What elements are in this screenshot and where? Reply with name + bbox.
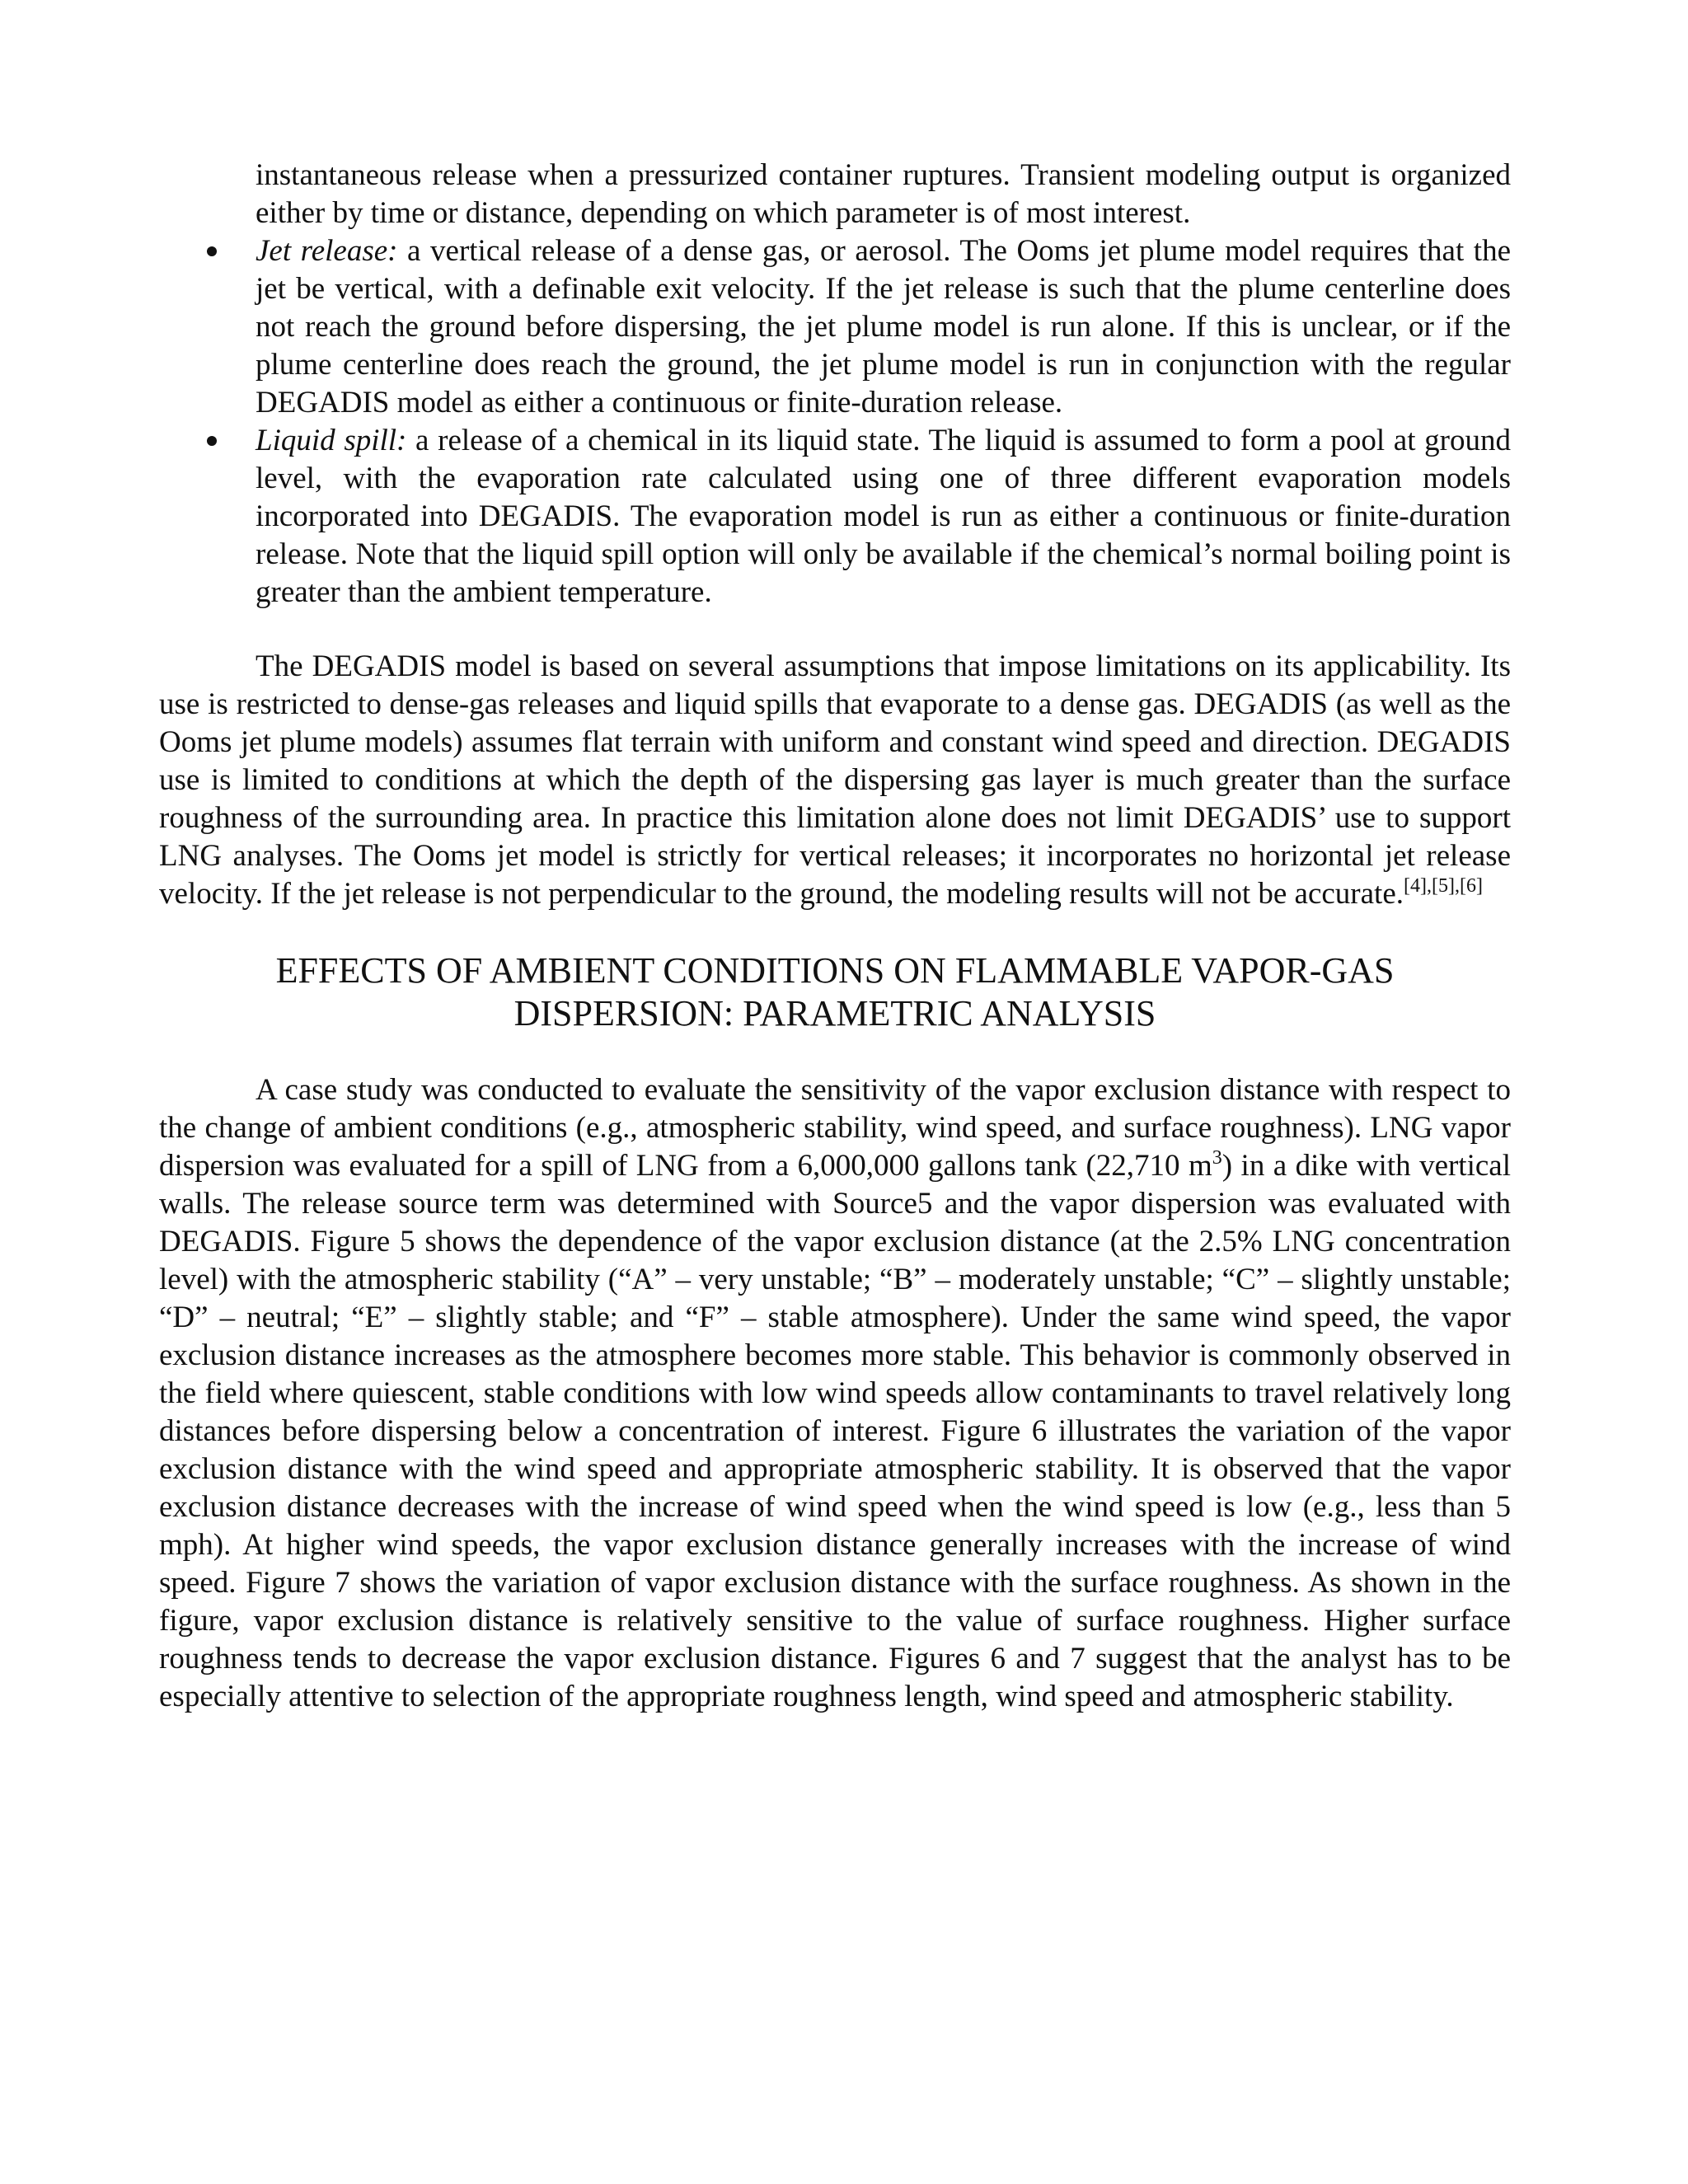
liquid-spill-description: a release of a chemical in its liquid state. The liquid is assumed to form a pool at ground level, with the evaporation rate calculated using one of three different evaporation models incorporated into DEGADIS. The evaporation model is run as either a continuous or finite-duration release. Note that the liquid spill option will only be available if the chemical’s normal boiling point is greater than the ambient temperature.	[256, 424, 1511, 609]
bullet-continuation-text: instantaneous release when a pressurized container ruptures. Transient modeling output is organized either by time or distance, depending on which parameter is of most interest.	[256, 158, 1511, 230]
section-heading-line-2: DISPERSION: PARAMETRIC ANALYSIS	[513, 993, 1156, 1033]
citation-refs: [4],[5],[6]	[1404, 875, 1483, 897]
list-item-jet-release	[159, 232, 1511, 422]
paragraph-text: The DEGADIS model is based on several assumptions that impose limitations on its applicability. Its use is restricted to dense-gas releases and liquid spills that evaporate to a dense gas. DEGADIS (as well as the Ooms jet plume models) assumes flat terrain with uniform and constant wind speed and direction. DEGADIS use is limited to conditions at which the depth of the dispersing gas layer is much greater than the surface roughness of the surrounding area. In practice this limitation alone does not limit DEGADIS’ use to support LNG analyses. The Ooms jet model is strictly for vertical releases; it incorporates no horizontal jet release velocity. If the jet release is not perpendicular to the ground, the modeling results will not be accurate.	[159, 649, 1511, 911]
document-page	[159, 157, 1511, 1716]
bullet-marker	[207, 246, 217, 256]
degadis-limitations-paragraph	[159, 648, 1511, 913]
paragraph-text-part-1: A case study was conducted to evaluate the sensitivity of the vapor exclusion distance with respect to the change of ambient conditions (e.g., atmospheric stability, wind speed, and surface roughness). LNG vapor dispersion was evaluated for a spill of LNG from a 6,000,000 gallons tank (22,710 m	[159, 1073, 1511, 1183]
release-type-list	[159, 232, 1511, 612]
jet-release-description: a vertical release of a dense gas, or aerosol. The Ooms jet plume model requires that the jet be vertical, with a definable exit velocity. If the jet release is such that the plume centerline does not reach the ground before dispersing, the jet plume model is run alone. If this is unclear, or if the plume centerline does reach the ground, the jet plume model is run in conjunction with the regular DEGADIS model as either a continuous or finite-duration release.	[256, 234, 1511, 419]
paragraph-text-part-2: ) in a dike with vertical walls. The release source term was determined with Source5 and the vapor dispersion was evaluated with DEGADIS. Figure 5 shows the dependence of the vapor exclusion distance (at the 2.5% LNG concentration level) with the atmospheric stability (“A” – very unstable; “B” – moderately unstable; “C” – slightly unstable; “D” – neutral; “E” – slightly stable; and “F” – stable atmosphere). Under the same wind speed, the vapor exclusion distance increases as the atmosphere becomes more stable. This behavior is commonly observed in the field where quiescent, stable conditions with low wind speeds allow contaminants to travel relatively long distances before dispersing below a concentration of interest. Figure 6 illustrates the variation of the vapor exclusion distance with the wind speed and appropriate atmospheric stability. It is observed that the vapor exclusion distance decreases with the increase of wind speed when the wind speed is low (e.g., less than 5 mph). At higher wind speeds, the vapor exclusion distance generally increases with the increase of wind speed. Figure 7 shows the variation of vapor exclusion distance with the surface roughness. As shown in the figure, vapor exclusion distance is relatively sensitive to the value of surface roughness. Higher surface roughness tends to decrease the vapor exclusion distance. Figures 6 and 7 suggest that the analyst has to be especially attentive to selection of the appropriate roughness length, wind speed and atmospheric stability.	[159, 1149, 1511, 1713]
section-heading-line-1: EFFECTS OF AMBIENT CONDITIONS ON FLAMMABLE VAPOR-GAS	[275, 950, 1395, 991]
section-heading	[159, 949, 1511, 1035]
jet-release-term: Jet release:	[256, 234, 398, 268]
parametric-analysis-paragraph	[159, 1071, 1511, 1716]
liquid-spill-term: Liquid spill:	[256, 424, 407, 457]
list-item-liquid-spill	[159, 422, 1511, 612]
superscript-exponent: 3	[1212, 1147, 1222, 1169]
bullet-marker	[207, 436, 217, 446]
